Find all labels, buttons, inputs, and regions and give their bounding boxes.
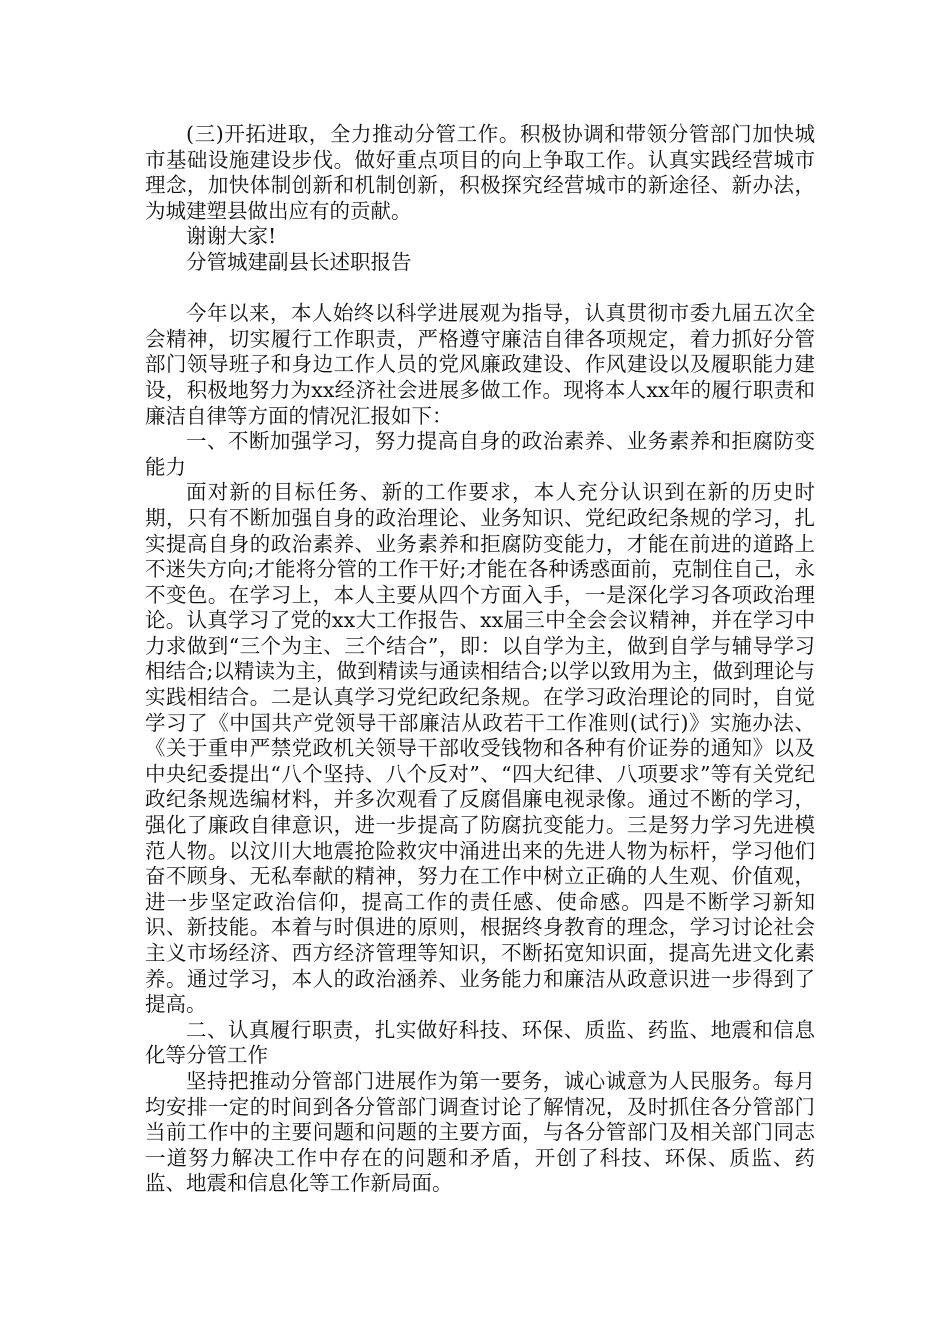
blank-line: [145, 276, 815, 302]
section-heading-1: 一、不断加强学习，努力提高自身的政治素养、业务素养和拒腐防变能力: [145, 429, 815, 479]
document-page: [145, 122, 815, 1197]
section-heading-2: 二、认真履行职责，扎实做好科技、环保、质监、药监、地震和信息化等分管工作: [145, 1017, 815, 1068]
paragraph-duties: 坚持把推动分管部门进展作为第一要务，诚心诚意为人民服务。每月均安排一定的时间到各分管部门调查讨论了解情况，及时抓住各分管部门当前工作中的主要问题和问题的主要方面，与各分管部门及相关部门同志一道努力解决工作中存在的问题和矛盾，开创了科技、环保、质监、药监、地震和信息化等工作新局面。: [145, 1068, 815, 1196]
paragraph-intro: 今年以来，本人始终以科学进展观为指导，认真贯彻市委九届五次全会精神，切实履行工作职责，严格遵守廉洁自律各项规定，着力抓好分管部门领导班子和身边工作人员的党风廉政建设、作风建设以及履职能力建设，积极地努力为xx经济社会进展多做工作。现将本人xx年的履行职责和廉洁自律等方面的情况汇报如下：: [145, 301, 815, 428]
paragraph-work-progress: (三)开拓进取，全力推动分管工作。积极协调和带领分管部门加快城市基础设施建设步伐。做好重点项目的向上争取工作。认真实践经营城市理念，加快体制创新和机制创新，积极探究经营城市的新途径、新办法，为城建塑县做出应有的贡献。: [145, 122, 815, 223]
paragraph-study: 面对新的目标任务、新的工作要求，本人充分认识到在新的历史时期，只有不断加强自身的政治理论、业务知识、党纪政纪条规的学习，扎实提高自身的政治素养、业务素养和拒腐防变能力，才能在前进的道路上不迷失方向;才能将分管的工作干好;才能在各种诱惑面前，克制住自己，永不变色。在学习上，本人主要从四个方面入手，一是深化学习各项政治理论。认真学习了党的xx大工作报告、xx届三中全会会议精神，并在学习中力求做到“三个为主、三个结合”，即：以自学为主，做到自学与辅导学习相结合;以精读为主，做到精读与通读相结合;以学以致用为主，做到理论与实践相结合。二是认真学习党纪政纪条规。在学习政治理论的同时，自觉学习了《中国共产党领导干部廉洁从政若干工作准则(试行)》实施办法、《关于重申严禁党政机关领导干部收受钱物和各种有价证券的通知》以及中央纪委提出“八个坚持、八个反对”、“四大纪律、八项要求”等有关党纪政纪条规选编材料，并多次观看了反腐倡廉电视录像。通过不断的学习，强化了廉政自律意识，进一步提高了防腐抗变能力。三是努力学习先进模范人物。以汶川大地震抢险救灾中涌进出来的先进人物为标杆，学习他们奋不顾身、无私奉献的精神，努力在工作中树立正确的人生观、价值观，进一步坚定政治信仰，提高工作的责任感、使命感。四是不断学习新知识、新技能。本着与时俱进的原则，根据终身教育的理念，学习讨论社会主义市场经济、西方经济管理等知识，不断拓宽知识面，提高先进文化素养。通过学习，本人的政治涵养、业务能力和廉洁从政意识进一步得到了提高。: [145, 480, 815, 1017]
document-title: 分管城建副县长述职报告: [186, 249, 412, 274]
paragraph-thanks: 谢谢大家!: [186, 224, 277, 249]
